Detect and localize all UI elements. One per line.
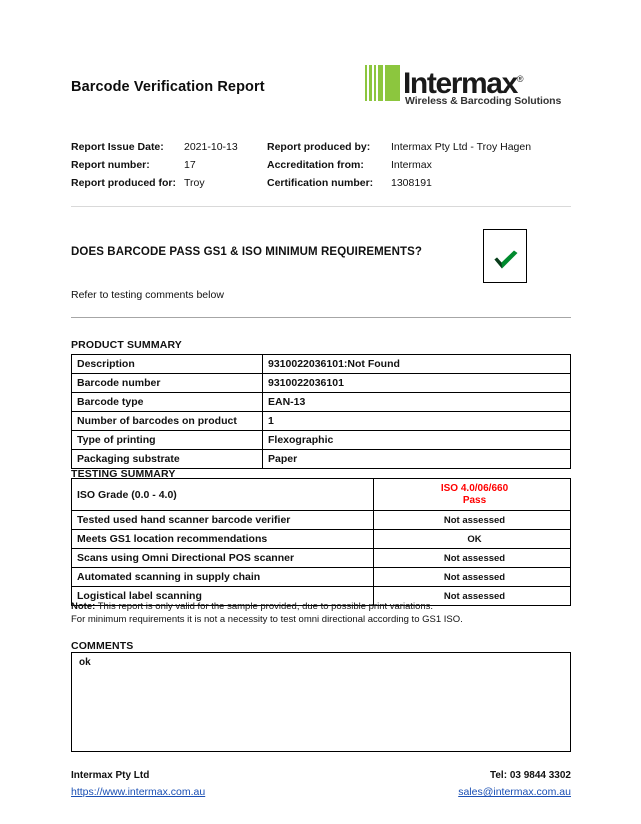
comments-heading: COMMENTS	[71, 640, 134, 652]
table-row	[72, 431, 571, 450]
report-produced-by-label: Report produced by:	[267, 141, 371, 153]
report-produced-for-label: Report produced for:	[71, 177, 176, 189]
footer-website-link[interactable]: https://www.intermax.com.au	[71, 786, 206, 798]
table-row	[72, 511, 571, 530]
footer-row-company	[71, 768, 571, 784]
report-produced-for-value: Troy	[184, 177, 205, 189]
product-value-packaging-substrate: Paper	[263, 450, 571, 469]
testing-key-gs1-location: Meets GS1 location recommendations	[72, 530, 374, 549]
testing-summary-table	[71, 478, 571, 606]
barcode-bars-icon	[365, 65, 400, 101]
report-footer	[71, 768, 571, 800]
report-issue-date-value: 2021-10-13	[184, 141, 238, 153]
pass-question-label: DOES BARCODE PASS GS1 & ISO MINIMUM REQUIREMENTS?	[71, 246, 422, 258]
meta-row	[71, 174, 571, 192]
testing-value-logistical-label: Not assessed	[374, 587, 571, 606]
testing-key-hand-scanner: Tested used hand scanner barcode verifier	[72, 511, 374, 530]
iso-grade-value: ISO 4.0/06/660	[440, 482, 509, 494]
product-key-barcode-type: Barcode type	[72, 393, 263, 412]
table-row	[72, 450, 571, 469]
product-key-barcode-count: Number of barcodes on product	[72, 412, 263, 431]
report-header	[71, 67, 571, 116]
footer-email-link[interactable]: sales@intermax.com.au	[458, 786, 571, 798]
table-row	[72, 568, 571, 587]
meta-row	[71, 156, 571, 174]
table-row	[72, 412, 571, 431]
testing-value-gs1-location: OK	[374, 530, 571, 549]
report-note	[71, 601, 571, 626]
footer-row-links	[71, 784, 571, 800]
testing-key-logistical-label: Logistical label scanning	[72, 587, 374, 606]
report-meta	[71, 138, 571, 192]
pass-result-checkbox[interactable]	[483, 229, 527, 283]
testing-value-omni-pos: Not assessed	[374, 549, 571, 568]
table-row	[72, 355, 571, 374]
iso-grade-status: Pass	[462, 494, 487, 506]
product-summary-heading: PRODUCT SUMMARY	[71, 339, 182, 351]
testing-key-omni-pos: Scans using Omni Directional POS scanner	[72, 549, 374, 568]
note-label: Note:	[71, 601, 96, 612]
footer-company-name: Intermax Pty Ltd	[71, 770, 150, 781]
note-line-2: For minimum requirements it is not a necessity to test omni directional according to GS1 ISO.	[71, 613, 463, 625]
comments-input[interactable]	[71, 652, 571, 752]
testing-value-hand-scanner: Not assessed	[374, 511, 571, 530]
intermax-logo	[365, 64, 571, 112]
divider-top	[71, 206, 571, 207]
product-value-barcode-number: 9310022036101	[263, 374, 571, 393]
product-key-barcode-number: Barcode number	[72, 374, 263, 393]
report-produced-by-value: Intermax Pty Ltd - Troy Hagen	[391, 141, 532, 153]
report-number-value: 17	[184, 159, 196, 171]
product-summary-table	[71, 354, 571, 469]
refer-to-comments-label: Refer to testing comments below	[71, 289, 224, 301]
comments-value: ok	[79, 657, 91, 668]
certification-number-value: 1308191	[391, 177, 432, 189]
product-key-packaging-substrate: Packaging substrate	[72, 450, 263, 469]
logo-wordmark-text: Intermax	[403, 67, 517, 100]
logo-tagline: Wireless & Barcoding Solutions	[405, 95, 562, 107]
product-value-barcode-type: EAN-13	[263, 393, 571, 412]
table-row	[72, 530, 571, 549]
registered-trademark-icon: ®	[516, 74, 524, 84]
table-row	[72, 549, 571, 568]
table-row	[72, 479, 571, 511]
checkmark-icon	[493, 250, 519, 270]
table-row	[72, 393, 571, 412]
product-value-printing-type: Flexographic	[263, 431, 571, 450]
testing-value-iso-grade	[374, 479, 571, 511]
page-title: Barcode Verification Report	[71, 79, 265, 95]
report-number-label: Report number:	[71, 159, 150, 171]
testing-key-automated-scanning: Automated scanning in supply chain	[72, 568, 374, 587]
meta-row	[71, 138, 571, 156]
accreditation-from-value: Intermax	[391, 159, 432, 171]
certification-number-label: Certification number:	[267, 177, 374, 189]
divider-mid	[71, 317, 571, 318]
product-key-printing-type: Type of printing	[72, 431, 263, 450]
footer-phone: Tel: 03 9844 3302	[490, 770, 571, 781]
product-key-description: Description	[72, 355, 263, 374]
testing-summary-heading: TESTING SUMMARY	[71, 468, 176, 480]
testing-key-iso-grade: ISO Grade (0.0 - 4.0)	[72, 479, 374, 511]
product-value-barcode-count: 1	[263, 412, 571, 431]
product-value-description: 9310022036101:Not Found	[263, 355, 571, 374]
accreditation-from-label: Accreditation from:	[267, 159, 364, 171]
table-row	[72, 374, 571, 393]
note-line-1-text: This report is only valid for the sample provided, due to possible print variations.	[95, 601, 434, 612]
testing-value-automated-scanning: Not assessed	[374, 568, 571, 587]
report-issue-date-label: Report Issue Date:	[71, 141, 164, 153]
note-line-1	[71, 601, 571, 614]
